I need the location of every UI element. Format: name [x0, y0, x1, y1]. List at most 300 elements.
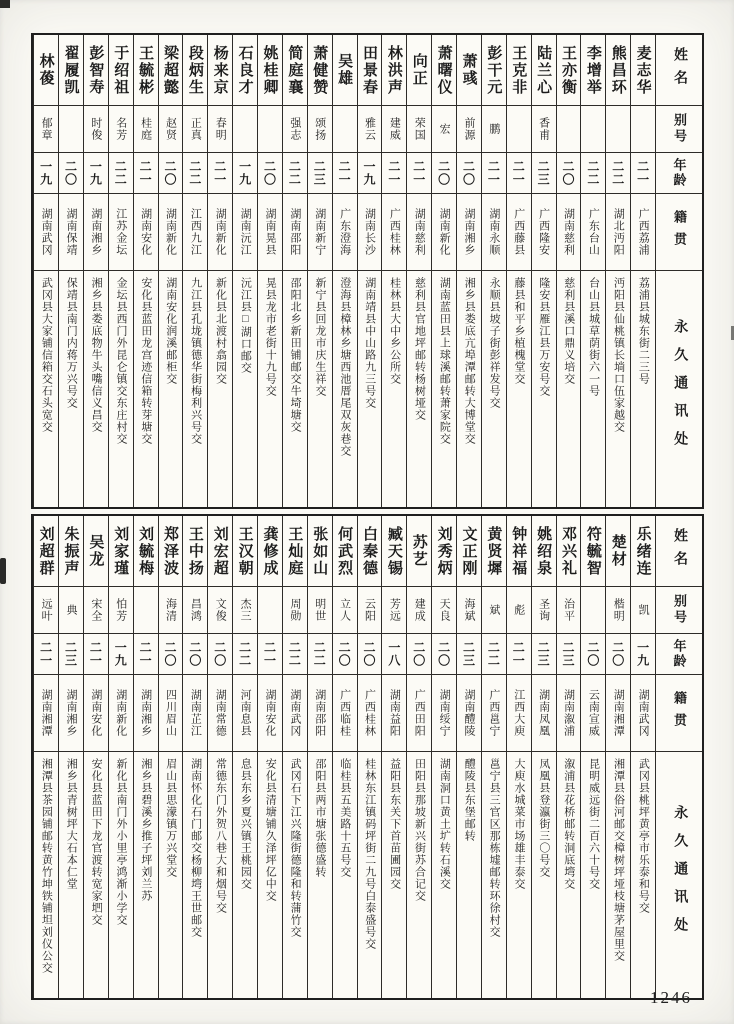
- entry-native-place: 广西隆安: [537, 208, 550, 256]
- entry-name-cell: [382, 35, 406, 105]
- entry-alias: 鹏: [487, 123, 500, 135]
- entry-name: 彭干元: [485, 44, 502, 96]
- entry-name-cell: [631, 516, 655, 586]
- entry-native-place: 湖南新宁: [313, 208, 326, 256]
- entry-address: 安化县蓝田下龙官渡转宽家垇交: [90, 758, 103, 926]
- entry-alias-cell: [258, 586, 282, 633]
- entry-native-place-cell: [109, 193, 133, 270]
- entry-alias-cell: [432, 586, 456, 633]
- entry-name: 张如山: [311, 525, 328, 577]
- entry-age: 二一: [486, 160, 501, 186]
- entry-alias-cell: [532, 586, 556, 633]
- page-number: 1246: [650, 988, 692, 1007]
- entry-age: 二一: [212, 160, 227, 186]
- entry-name: 简庭襄: [286, 44, 303, 96]
- directory-entry-column: [531, 516, 556, 998]
- entry-age: 二〇: [411, 641, 426, 667]
- entry-address: 大庾水城菜市场雄丰泰交: [512, 758, 525, 890]
- entry-name-cell: [358, 516, 382, 586]
- scan-artifact: [0, 558, 6, 584]
- entry-age: 二一: [262, 641, 277, 667]
- entry-address-cell: [507, 751, 531, 998]
- entry-name: 田景春: [360, 44, 377, 96]
- header-native-place-label: 籍贯: [672, 210, 687, 254]
- entry-name: 苏艺: [410, 534, 427, 568]
- entry-alias: 斌: [487, 604, 500, 616]
- entry-age-cell: [606, 152, 630, 193]
- entry-address-cell: [407, 751, 431, 998]
- entry-native-place: 湖南绥宁: [438, 689, 451, 737]
- directory-entry-column: [158, 516, 183, 998]
- entry-native-place: 湖南安化: [263, 689, 276, 737]
- directory-entry-column: [332, 516, 357, 998]
- entry-address: 金坛县西门外昆仑镇交东庄村交: [114, 277, 127, 445]
- entry-alias: 海清: [164, 598, 177, 622]
- entry-native-place-cell: [482, 193, 506, 270]
- entry-native-place: 湖南湘乡: [462, 208, 475, 256]
- entry-address: 武冈县桃坪黄亭市乐泰和号交: [637, 758, 650, 914]
- entry-alias-cell: [482, 586, 506, 633]
- entry-address: 湖南靖县中山路九三号交: [363, 277, 376, 409]
- entry-native-place-cell: [407, 193, 431, 270]
- entry-alias: 昌鸿: [189, 598, 202, 622]
- directory-entry-column: [133, 516, 158, 998]
- entry-alias: 治平: [562, 598, 575, 622]
- entry-name-cell: [457, 516, 481, 586]
- directory-entry-column: [108, 35, 133, 507]
- entry-native-place: 湖南湘潭: [40, 689, 53, 737]
- entry-name-cell: [532, 35, 556, 105]
- entry-alias-cell: [59, 105, 83, 152]
- directory-entry-column: [630, 35, 655, 507]
- entry-address-cell: [283, 751, 307, 998]
- directory-entry-column: [332, 35, 357, 507]
- entry-address-cell: [109, 751, 133, 998]
- entry-name-cell: [183, 516, 207, 586]
- entry-native-place: 广西荔浦: [637, 208, 650, 256]
- entry-address: 湘潭县俗河邮交樟树坪垭枝塘茅屋里交: [612, 758, 625, 962]
- entry-address-cell: [631, 751, 655, 998]
- entry-age-cell: [208, 152, 232, 193]
- entry-alias: 明世: [313, 598, 326, 622]
- entry-address-cell: [208, 751, 232, 998]
- entry-native-place: 湖南沅江: [239, 208, 252, 256]
- entry-address-cell: [382, 751, 406, 998]
- entry-name-cell: [134, 35, 158, 105]
- entry-native-place: 湖南湘乡: [89, 208, 102, 256]
- entry-age: 二〇: [610, 641, 625, 667]
- entry-age-cell: [407, 633, 431, 674]
- directory-entry-column: [406, 516, 431, 998]
- directory-entry-column: [556, 516, 581, 998]
- entry-alias-cell: [34, 586, 58, 633]
- entry-name-cell: [258, 516, 282, 586]
- entry-native-place: 湖南芷江: [189, 689, 202, 737]
- entry-age-cell: [333, 152, 357, 193]
- directory-entry-column: [83, 35, 108, 507]
- entry-alias: 春明: [214, 117, 227, 141]
- entry-native-place-cell: [308, 193, 332, 270]
- entry-native-place-cell: [183, 674, 207, 751]
- entry-age-cell: [183, 633, 207, 674]
- entry-age-cell: [557, 633, 581, 674]
- entry-name-cell: [34, 35, 58, 105]
- entry-name-cell: [59, 35, 83, 105]
- entry-name-cell: [208, 35, 232, 105]
- entry-native-place-cell: [258, 674, 282, 751]
- entry-name: 刘毓梅: [137, 525, 154, 577]
- directory-entry-column: [307, 516, 332, 998]
- entry-address-cell: [208, 270, 232, 507]
- entry-age: 二一: [138, 160, 153, 186]
- entry-name-cell: [333, 35, 357, 105]
- entry-native-place: 湖南武冈: [288, 689, 301, 737]
- entry-address-cell: [581, 270, 605, 507]
- entry-address: 邵阳县两市塘张德盛转: [313, 758, 326, 878]
- entry-name: 陆兰心: [535, 44, 552, 96]
- entry-age-cell: [34, 633, 58, 674]
- entry-address: 眉山县思濛镇万兴堂交: [164, 758, 177, 878]
- entry-address: 田阳县那坡新兴街苏合记交: [413, 758, 426, 902]
- entry-age: 二〇: [187, 641, 202, 667]
- entry-alias-cell: [208, 586, 232, 633]
- entry-native-place: 广西临桂: [338, 689, 351, 737]
- entry-alias: 时俊: [89, 117, 102, 141]
- entry-native-place: 云南宣威: [587, 689, 600, 737]
- entry-age: 二〇: [585, 641, 600, 667]
- entry-name: 白秦德: [360, 525, 377, 577]
- entry-name-cell: [407, 35, 431, 105]
- entry-alias-cell: [333, 105, 357, 152]
- entry-age: 一八: [386, 641, 401, 667]
- entry-name-cell: [159, 35, 183, 105]
- entry-name: 乐绪连: [634, 525, 651, 577]
- directory-entry-column: [282, 516, 307, 998]
- entry-alias-cell: [457, 105, 481, 152]
- entry-name-cell: [482, 516, 506, 586]
- entry-age-cell: [532, 152, 556, 193]
- entry-address-cell: [34, 270, 58, 507]
- entry-address-cell: [382, 270, 406, 507]
- entry-name-cell: [258, 35, 282, 105]
- entry-address-cell: [432, 751, 456, 998]
- entry-alias: 名芳: [114, 117, 127, 141]
- entry-age-cell: [258, 152, 282, 193]
- entry-name: 刘宏超: [211, 525, 228, 577]
- entry-address: 隆安县雁江县万安号交: [537, 277, 550, 397]
- entry-age-cell: [308, 152, 332, 193]
- entry-native-place-cell: [59, 674, 83, 751]
- directory-table-bottom: [31, 514, 704, 1000]
- entry-native-place-cell: [382, 193, 406, 270]
- entry-address-cell: [333, 270, 357, 507]
- entry-name-cell: [84, 35, 108, 105]
- entry-native-place: 湖南益阳: [388, 689, 401, 737]
- entry-native-place-cell: [233, 193, 257, 270]
- entry-native-place-cell: [159, 193, 183, 270]
- entry-age: 二〇: [436, 160, 451, 186]
- entry-alias-cell: [159, 105, 183, 152]
- entry-alias-cell: [283, 105, 307, 152]
- entry-native-place-cell: [358, 193, 382, 270]
- entry-name: 何武烈: [336, 525, 353, 577]
- entry-address-cell: [407, 270, 431, 507]
- entry-age-cell: [581, 633, 605, 674]
- entry-alias: 雅云: [363, 117, 376, 141]
- entry-age: 二〇: [361, 641, 376, 667]
- entry-age: 二〇: [162, 641, 177, 667]
- entry-age-cell: [631, 152, 655, 193]
- entry-age: 二〇: [63, 160, 78, 186]
- directory-entry-column: [481, 516, 506, 998]
- entry-age-cell: [183, 152, 207, 193]
- entry-alias-cell: [109, 586, 133, 633]
- directory-entry-column: [630, 516, 655, 998]
- entry-name: 文正刚: [460, 525, 477, 577]
- entry-address: 桂林县大中乡公所交: [388, 277, 401, 385]
- entry-native-place: 湖南常德: [214, 689, 227, 737]
- entry-native-place-cell: [208, 674, 232, 751]
- entry-alias: 文俊: [214, 598, 227, 622]
- directory-entry-column: [58, 516, 83, 998]
- entry-alias-cell: [308, 586, 332, 633]
- entry-native-place: 湖南慈利: [413, 208, 426, 256]
- entry-name-cell: [432, 35, 456, 105]
- header-age-label: 年龄: [671, 158, 687, 188]
- entry-alias: 典: [64, 604, 77, 616]
- header-age-cell: [656, 633, 702, 674]
- entry-alias-cell: [382, 105, 406, 152]
- entry-native-place: 湖南武冈: [40, 208, 53, 256]
- entry-address: 安化县清塘铺久泽坪亿中交: [264, 758, 277, 902]
- entry-address: 邵阳北乡新田铺邮交牛埼塘交: [289, 277, 302, 433]
- entry-address: 澄海县樟林乡塘西池厝尾双灰巷交: [338, 277, 351, 457]
- entry-address-cell: [59, 270, 83, 507]
- directory-entry-column: [580, 35, 605, 507]
- entry-name: 刘秀炳: [435, 525, 452, 577]
- entry-native-place-cell: [606, 193, 630, 270]
- entry-native-place: 广东澄海: [338, 208, 351, 256]
- entry-native-place-cell: [34, 674, 58, 751]
- entry-native-place-cell: [283, 193, 307, 270]
- entry-address: 安化县蓝田龙宫迹信箱转芽塘交: [139, 277, 152, 445]
- entry-name-cell: [283, 516, 307, 586]
- entry-age-cell: [606, 633, 630, 674]
- entry-name: 龚修成: [261, 525, 278, 577]
- entry-alias: 芳远: [388, 598, 401, 622]
- entry-alias: 宋全: [89, 598, 102, 622]
- entry-age: 一九: [88, 160, 103, 186]
- header-alias-label: 别号: [672, 594, 687, 626]
- header-native-place-cell: [656, 674, 702, 751]
- entry-alias-cell: [581, 105, 605, 152]
- entry-name-cell: [631, 35, 655, 105]
- entry-name-cell: [183, 35, 207, 105]
- entry-name-cell: [581, 35, 605, 105]
- directory-entry-column: [406, 35, 431, 507]
- entry-address-cell: [84, 751, 108, 998]
- entry-age-cell: [84, 152, 108, 193]
- entry-native-place-cell: [308, 674, 332, 751]
- directory-entry-column: [257, 35, 282, 507]
- entry-age-cell: [507, 152, 531, 193]
- entry-address-cell: [159, 751, 183, 998]
- entry-address: 常德东门外贺八巷大和烟号交: [214, 758, 227, 914]
- entry-alias-cell: [507, 105, 531, 152]
- entry-alias: 建威: [388, 117, 401, 141]
- directory-entry-column: [108, 516, 133, 998]
- entry-native-place-cell: [507, 674, 531, 751]
- entry-alias-cell: [333, 586, 357, 633]
- directory-entry-column: [58, 35, 83, 507]
- entry-name-cell: [308, 516, 332, 586]
- entry-age-cell: [557, 152, 581, 193]
- entry-address: 湘乡县青树坪大石本仁堂: [65, 758, 78, 890]
- entry-age-cell: [432, 633, 456, 674]
- entry-age: 二二: [113, 160, 128, 186]
- entry-name: 姚桂卿: [261, 44, 278, 96]
- entry-name-cell: [84, 516, 108, 586]
- entry-name-cell: [532, 516, 556, 586]
- entry-native-place-cell: [407, 674, 431, 751]
- entry-name: 李增举: [584, 44, 601, 96]
- entry-age-cell: [382, 633, 406, 674]
- entry-native-place-cell: [59, 193, 83, 270]
- entry-native-place-cell: [606, 674, 630, 751]
- directory-entry-column: [456, 516, 481, 998]
- entry-address-cell: [581, 751, 605, 998]
- entry-address-cell: [183, 270, 207, 507]
- entry-native-place: 湖南新化: [214, 208, 227, 256]
- entry-native-place: 江西大庾: [512, 689, 525, 737]
- table-header-column: [655, 35, 702, 507]
- entry-native-place: 湖南永顺: [487, 208, 500, 256]
- entry-alias-cell: [606, 586, 630, 633]
- entry-name: 萧彧: [460, 53, 477, 87]
- entry-name-cell: [557, 516, 581, 586]
- entry-age: 二〇: [337, 641, 352, 667]
- entry-native-place-cell: [358, 674, 382, 751]
- entry-address: 永顺县坡子街彭祥发号交: [488, 277, 501, 409]
- entry-address-cell: [432, 270, 456, 507]
- entry-address: 保靖县南门内蒋万兴号交: [65, 277, 78, 409]
- entry-native-place-cell: [233, 674, 257, 751]
- entry-alias-cell: [358, 105, 382, 152]
- entry-alias-cell: [208, 105, 232, 152]
- entry-address: 湘乡县碧溪乡推子坪刘兰苏: [139, 758, 152, 902]
- entry-address: 湘潭县茶园铺邮转黄竹坤铁铺坦刘仪公交: [40, 758, 53, 974]
- entry-name: 杨来京: [211, 44, 228, 96]
- entry-name: 石良才: [236, 44, 253, 96]
- entry-native-place-cell: [557, 193, 581, 270]
- entry-address-cell: [233, 751, 257, 998]
- entry-name: 王汉朝: [236, 525, 253, 577]
- entry-address: 新宁县回龙市庆生祥交: [313, 277, 326, 397]
- entry-name: 王毓彬: [137, 44, 154, 96]
- entry-address-cell: [134, 751, 158, 998]
- entry-alias-cell: [109, 105, 133, 152]
- entry-native-place: 湖南凤凰: [537, 689, 550, 737]
- entry-address: 湖南怀化石门邮交杨柳塆王世邮交: [189, 758, 202, 938]
- entry-alias: 荣国: [413, 117, 426, 141]
- directory-entry-column: [481, 35, 506, 507]
- directory-entry-column: [556, 35, 581, 507]
- entry-age-cell: [333, 633, 357, 674]
- directory-entry-column: [456, 35, 481, 507]
- entry-address: 益阳县东关下首苗圃园交: [388, 758, 401, 890]
- entry-alias: 怕芳: [114, 598, 127, 622]
- entry-native-place: 湖南保靖: [64, 208, 77, 256]
- directory-entry-column: [83, 516, 108, 998]
- entry-age-cell: [233, 152, 257, 193]
- entry-age: 二二: [312, 641, 327, 667]
- entry-alias-cell: [358, 586, 382, 633]
- entry-age: 二〇: [262, 160, 277, 186]
- header-name-cell: [656, 35, 702, 105]
- directory-table-top: [31, 33, 704, 509]
- entry-address-cell: [183, 751, 207, 998]
- entry-address: 湘乡县娄底亢埠潭邮转大博堂交: [463, 277, 476, 445]
- entry-name-cell: [308, 35, 332, 105]
- entry-address-cell: [557, 751, 581, 998]
- entry-address: 九江县孔垅镇德华街梅利兴号交: [189, 277, 202, 445]
- entry-name: 于绍祖: [112, 44, 129, 96]
- entry-age: 二一: [88, 641, 103, 667]
- entry-native-place-cell: [631, 674, 655, 751]
- entry-name: 彭智寿: [87, 44, 104, 96]
- entry-alias-cell: [581, 586, 605, 633]
- header-name-cell: [656, 516, 702, 586]
- entry-address-cell: [59, 751, 83, 998]
- entry-alias-cell: [59, 586, 83, 633]
- entry-native-place-cell: [557, 674, 581, 751]
- entry-age: 二〇: [560, 160, 575, 186]
- entry-name: 王中扬: [186, 525, 203, 577]
- entry-age-cell: [358, 633, 382, 674]
- entry-native-place: 湖南溆浦: [562, 689, 575, 737]
- entry-address: 醴陵县东堡邮转: [463, 758, 476, 842]
- entry-name: 吴龙: [87, 534, 104, 568]
- entry-address-cell: [258, 270, 282, 507]
- entry-native-place: 湖南邵阳: [313, 689, 326, 737]
- header-name-label: 姓名: [672, 528, 687, 574]
- entry-age: 一九: [635, 641, 650, 667]
- entry-age: 二二: [237, 641, 252, 667]
- entry-native-place: 湖南晃县: [263, 208, 276, 256]
- entry-alias-cell: [233, 586, 257, 633]
- entry-alias-cell: [407, 586, 431, 633]
- entry-native-place: 湖北沔阳: [612, 208, 625, 256]
- entry-alias-cell: [407, 105, 431, 152]
- entry-address-cell: [532, 751, 556, 998]
- entry-address: 沅江县□湖口邮交: [239, 277, 252, 374]
- entry-name-cell: [606, 516, 630, 586]
- directory-entry-column: [182, 516, 207, 998]
- entry-native-place-cell: [382, 674, 406, 751]
- entry-age-cell: [283, 633, 307, 674]
- entry-name: 林洪声: [385, 44, 402, 96]
- entry-native-place: 湖南新化: [438, 208, 451, 256]
- entry-native-place: 湖南湘乡: [64, 689, 77, 737]
- header-alias-label: 别号: [672, 113, 687, 145]
- entry-age-cell: [208, 633, 232, 674]
- entry-name: 钟祥福: [510, 525, 527, 577]
- entry-address: 新化县北渡村翕园交: [214, 277, 227, 385]
- entry-age: 二二: [610, 160, 625, 186]
- directory-entry-column: [431, 516, 456, 998]
- entry-alias: 云阳: [363, 598, 376, 622]
- entry-native-place: 江苏金坛: [114, 208, 127, 256]
